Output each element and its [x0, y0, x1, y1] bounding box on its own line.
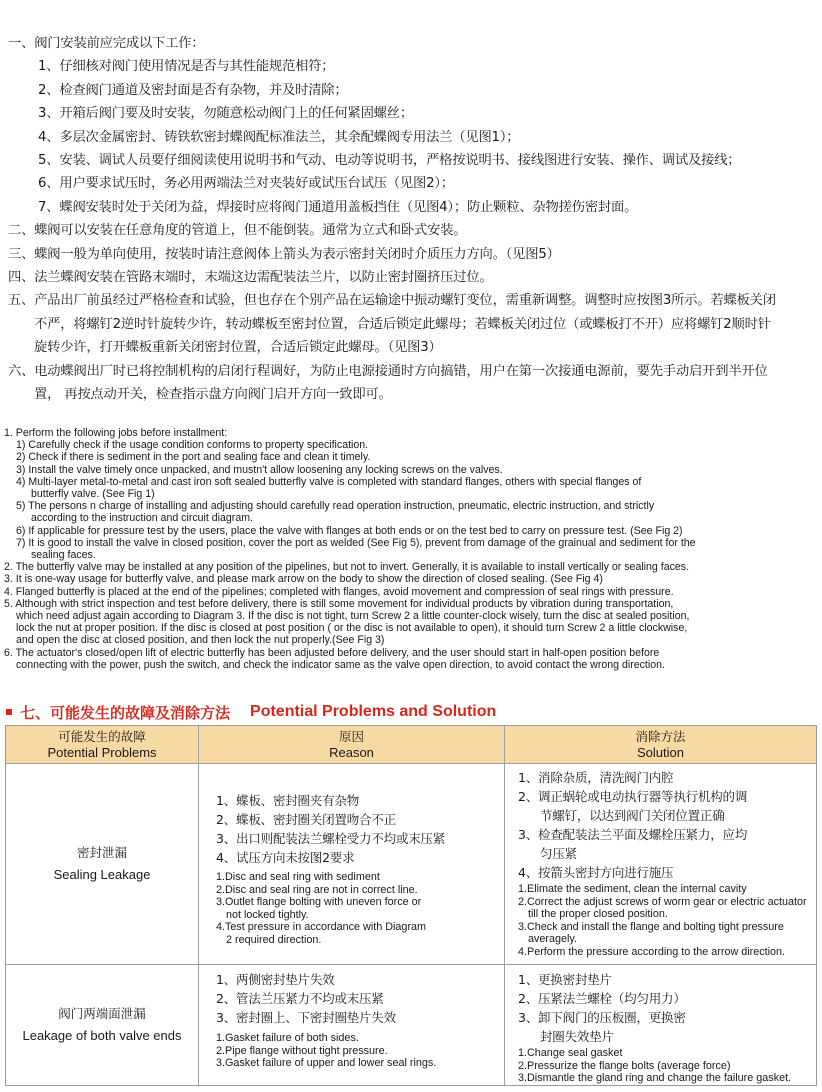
reason-line-en: 4.Test pressure in accordance with Diagram [216, 921, 427, 934]
cn-instruction-line: 5、安装、调试人员要仔细阅读使用说明书和气动、电动等说明书，严格按说明书、接线图进行安装、操作、调试及接线； [38, 153, 741, 169]
en-instruction-line: 5. Although with strict inspection and test before delivery, there is still some movement for individual products by vibration during transportation, [4, 597, 674, 610]
reason-line-zh: 2、管法兰压紧力不均或末压紧 [216, 991, 384, 1006]
en-instruction-line: 1) Carefully check if the usage condition conforms to property specification. [16, 439, 369, 452]
en-instruction-line: 2) Check if there is sediment in the port and sealing face and clean it timely. [16, 451, 371, 464]
en-instruction-line: sealing faces. [31, 549, 96, 562]
solution-line-en: 2.Correct the adjust screws of worm gear or electric actuator [518, 895, 807, 908]
solution-line-en: 1.Change seal gasket [518, 1047, 623, 1059]
reason-cell [216, 970, 436, 1070]
reason-line-zh: 3、出口则配装法兰螺栓受力不均或末压紧 [216, 831, 446, 846]
header-solution-en: Solution [637, 744, 684, 760]
solution-line-zh: 4、按箭头密封方向进行施压 [518, 865, 674, 880]
cn-instruction-line: 1、仔细核对阀门使用情况是否与其性能规范相符； [38, 59, 335, 75]
header-reason-zh: 原因 [338, 728, 364, 744]
cn-instruction-line: 一、阀门安装前应完成以下工作： [8, 36, 205, 51]
solution-line-zh: 3、卸下阀门的压板圈，更换密 [518, 1010, 686, 1025]
solution-cell [518, 768, 807, 959]
reason-line-en: 2 required direction. [226, 933, 322, 946]
problems-table [5, 725, 817, 1086]
cn-instruction-line: 六、电动蝶阀出厂时已将控制机构的启闭行程调好，为防止电源接通时方向搞错，用户在第一次接通电源前，要先手动启开到半开位 [8, 363, 768, 379]
reason-line-en: 2.Disc and seal ring are not in correct line. [216, 883, 418, 896]
solution-line-zh: 2、调正蜗轮或电动执行器等执行机构的调 [518, 789, 748, 804]
reason-line-zh: 1、两侧密封垫片失效 [216, 972, 335, 987]
cn-instruction-line: 4、多层次金属密封、铸铁软密封蝶阀配标准法兰，其余配蝶阀专用法兰（见图1）； [38, 129, 520, 145]
en-instruction-line: butterfly valve. (See Fig 1) [31, 488, 155, 501]
bullet-square-icon [6, 709, 12, 715]
solution-line-zh: 3、检查配装法兰平面及螺栓压紧力，应均 [518, 827, 748, 842]
cn-instruction-line: 置， 再按点动开关，检查指示盘方向阀门启开方向一致即可。 [34, 387, 392, 403]
solution-line-en: till the proper closed position. [528, 908, 668, 921]
en-instruction-line: 4) Multi-layer metal-to-metal and cast iron soft sealed butterfly valve is completed with standard flanges, others with special flanges of [16, 475, 642, 488]
problem-sealing-leakage [6, 764, 198, 964]
cn-instruction-line: 7、蝶阀安装时处于关闭为益，焊接时应将阀门通道用盖板挡住（见图4）；防止颗粒、杂物搓伤密封面。 [38, 199, 638, 215]
reason-line-en: not locked tightly. [226, 908, 309, 921]
reason-line-zh: 1、蝶板、密封圈夹有杂物 [216, 793, 360, 808]
cn-instruction-line: 不严，将螺钉2逆时针旋转少许，转动蝶板至密封位置，合适后锁定此螺母；若蝶板关闭过位（或蝶板打不开）应将螺钉2顺时针 [34, 316, 771, 332]
section-7-title-en: Potential Problems and Solution [250, 703, 497, 720]
problem-zh: 密封泄漏 [76, 845, 127, 860]
en-instruction-line: connecting with the power, push the switch, and check the indicator same as the valve open direction, to avoid contact the wrong direction. [16, 658, 665, 671]
header-solution [505, 726, 816, 763]
problem-en: Sealing Leakage [53, 867, 151, 882]
solution-line-zh: 1、消除杂质，清洗阀门内腔 [518, 770, 674, 785]
reason-line-zh: 4、试压方向未按图2要求 [216, 850, 355, 865]
solution-line-en: 4.Perform the pressure according to the arrow direction. [518, 945, 786, 958]
solution-line-zh: 封圈失效垫片 [540, 1029, 614, 1044]
header-problems-zh: 可能发生的故障 [58, 728, 146, 744]
en-instruction-line: 7) It is good to install the valve in closed position, cover the port as welded (See Fig 5), prevent from damage of the grainual and sediment for the [16, 536, 696, 549]
reason-line-en: 1.Disc and seal ring with sediment [216, 871, 380, 883]
cn-instruction-line: 2、检查阀门通道及密封面是否有杂物，并及时清除； [38, 82, 348, 98]
solution-line-en: 1.Elimate the sediment, clean the internal cavity [518, 883, 747, 895]
cn-instruction-line: 三、蝶阀一般为单向使用，按装时请注意阀体上箭头为表示密封关闭时介质压力方向。（见图5） [8, 246, 560, 262]
en-instruction-line: 1. Perform the following jobs before installment: [4, 427, 228, 439]
header-problems-en: Potential Problems [47, 744, 157, 760]
solution-line-zh: 匀压紧 [540, 846, 577, 861]
reason-line-en: 1.Gasket failure of both sides. [216, 1032, 359, 1044]
header-reason [199, 726, 504, 763]
cn-instruction-line: 二、蝶阀可以安装在任意角度的管道上，但不能倒装。通常为立式和卧式安装。 [8, 223, 467, 239]
problem-en: Leakage of both valve ends [22, 1028, 182, 1043]
english-instructions [4, 427, 818, 671]
en-instruction-line: which need adjust again according to Diagram 3. If the disc is not tight, turn Screw 2 a little counter-clock wisely, turn the disc at sealed position, [16, 610, 690, 623]
cn-instruction-line: 五、产品出厂前虽经过严格检查和试验，但也存在个别产品在运输途中振动螺钉变位，需重新调整。调整时应按图3所示。若蝶板关闭 [8, 293, 776, 309]
reason-cell [216, 791, 445, 947]
solution-line-en: 3.Dismantle the gland ring and change the failure gasket. [518, 1072, 792, 1085]
solution-line-zh: 1、更换密封垫片 [518, 972, 612, 987]
problem-both-ends-leakage [6, 965, 198, 1085]
solution-line-zh: 节螺钉，以达到阀门关闭位置正确 [540, 808, 725, 823]
cn-instruction-line: 四、法兰蝶阀安装在管路末端时，末端这边需配装法兰片，以防止密封圈挤压过位。 [8, 270, 493, 286]
solution-line-en: 2.Pressurize the flange bolts (average force) [518, 1059, 731, 1072]
en-instruction-line: 4. Flanged butterfly is placed at the end of the pipelines; completed with flanges, avoid movement and compression of seal rings with pressure. [4, 585, 674, 598]
cn-instruction-line: 3、开箱后阀门要及时安装，勿随意松动阀门上的任何紧固螺丝； [38, 106, 413, 122]
en-instruction-line: lock the nut at proper position. If the disc is closed at post position ( or the disc is not available to open), it should turn Screw 2 a little clockwise, [16, 622, 688, 635]
header-solution-zh: 消除方法 [635, 728, 686, 744]
problem-zh: 阀门两端面泄漏 [58, 1006, 146, 1021]
header-reason-en: Reason [329, 744, 374, 760]
cn-instruction-line: 旋转少许，打开蝶板重新关闭密封位置，合适后锁定此螺母。（见图3） [34, 340, 442, 356]
header-problems [6, 726, 198, 763]
table-divider [198, 726, 199, 1085]
cn-instruction-line: 6、用户要求试压时，务必用两端法兰对夹装好或试压台试压（见图2）； [38, 176, 454, 192]
en-instruction-line: 3. It is one-way usage for butterfly valve, and please mark arrow on the body to show the direction of closed sealing. (See Fig 4) [4, 573, 603, 586]
en-instruction-line: according to the instruction and circuit diagram. [31, 512, 253, 525]
reason-line-zh: 3、密封圈上、下密封圈垫片失效 [216, 1010, 396, 1025]
solution-line-zh: 2、压紧法兰螺栓（均匀用力） [518, 991, 686, 1006]
reason-line-en: 3.Outlet flange bolting with uneven force or [216, 896, 422, 909]
table-divider [504, 726, 505, 1085]
en-instruction-line: 2. The butterfly valve may be installed at any position of the pipelines, but not to invert. Generally, it is available to install vertically or sealing faces. [4, 561, 690, 574]
section-7-title-zh: 七、可能发生的故障及消除方法 [20, 703, 231, 722]
chinese-instructions [8, 32, 818, 407]
reason-line-en: 3.Gasket failure of upper and lower seal rings. [216, 1057, 437, 1070]
reason-line-zh: 2、蝶板、密封圈关闭置吻合不正 [216, 812, 396, 827]
reason-line-en: 2.Pipe flange without tight pressure. [216, 1044, 388, 1057]
table-header [6, 726, 816, 763]
en-instruction-line: 5) The persons n charge of installing and adjusting should carefully read operation instruction, pneumatic, electric instruction, and strictly [16, 500, 655, 513]
solution-line-en: 3.Check and install the flange and bolting tight pressure [518, 920, 784, 933]
en-instruction-line: 3) Install the valve timely once unpacked, and mustn't allow loosening any locking screws on the valves. [16, 463, 503, 476]
section-7-heading [6, 702, 496, 722]
solution-line-en: averagely. [528, 933, 578, 946]
en-instruction-line: 6. The actuator's closed/open lift of electric butterfly has been adjusted before delivery, and the user should start in half-open position before [4, 646, 660, 659]
en-instruction-line: and open the disc at closed position, and then lock the nut properly.(See Fig 3) [16, 634, 385, 647]
solution-cell [518, 970, 791, 1085]
en-instruction-line: 6) If applicable for pressure test by the users, place the valve with flanges at both ends or on the test bed to carry on pressure test. (See Fig 2) [16, 524, 683, 537]
